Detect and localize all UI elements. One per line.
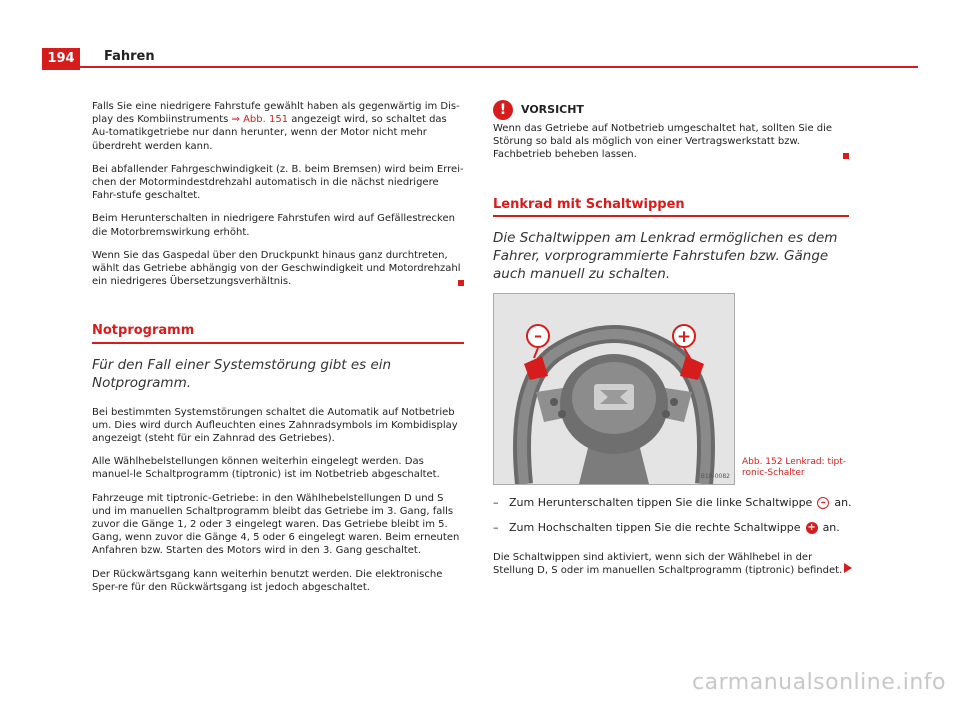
continue-arrow-icon — [844, 563, 852, 573]
paragraph: Falls Sie eine niedrigere Fahrstufe gewählt haben als gegenwärtig im Dis-play des Kombiinstruments ⇒ Abb. 151 angezeigt wird, so schaltet das Au-tomatikgetriebe nur dann herunter, wenn der Motor nicht mehr überdreht werden kann. — [92, 101, 460, 152]
warning-title: VORSICHT — [521, 103, 584, 117]
watermark: carmanualsonline.info — [692, 670, 946, 695]
warning-icon: ! — [493, 100, 513, 120]
section-end-mark — [843, 153, 849, 159]
section-end-mark — [458, 280, 464, 286]
left-column — [92, 100, 464, 604]
minus-key-icon: – — [817, 497, 829, 509]
section-heading-lenkrad: Lenkrad mit Schaltwippen — [493, 198, 849, 217]
chapter-title: Fahren — [104, 49, 155, 64]
figure-code: B1R-0082 — [700, 473, 730, 480]
right-column — [493, 100, 849, 293]
paragraph: Bei abfallender Fahrgeschwindigkeit (z. B. beim Bremsen) wird beim Errei-chen der Motormindestdrehzahl automatisch in die nächst niedrigere Fahr-stufe geschaltet. — [92, 163, 464, 202]
paddle-plus-label: + — [676, 327, 692, 347]
paragraph: Beim Herunterschalten in niedrigere Fahrstufen wird auf Gefällestrecken die Motorbremswirkung erhöht. — [92, 213, 455, 238]
section-intro: Für den Fall einer Systemstörung gibt es ein Notprogramm. — [92, 356, 392, 391]
page-number: 194 — [42, 48, 80, 70]
paragraph: Fahrzeuge mit tiptronic-Getriebe: in den Wählhebelstellungen D und S und im manuellen Schaltprogramm bleibt das Getriebe im 3. Gang, falls zuvor die Gänge 1, 2 oder 3 eingelegt waren. Das Getriebe bleibt im 5. Gang, wenn zuvor die Gänge 4, 5 oder 6 eingelegt waren. Beim erneuten Anfahren bzw. Starten des Motors wird in den 3. Gang geschaltet. — [92, 492, 460, 557]
step-downshift: – Zum Herunterschalten tippen Sie die linke Schaltwippe – an. — [493, 496, 852, 509]
steering-wheel-figure — [493, 293, 735, 485]
step-upshift: – Zum Hochschalten tippen Sie die rechte Schaltwippe + an. — [493, 521, 840, 534]
paragraph: Bei bestimmten Systemstörungen schaltet die Automatik auf Notbetrieb um. Dies wird durch Aufleuchten eines Zahnradsymbols im Kombidisplay angezeigt (steht für ein Zahnrad des Getriebes). — [92, 406, 458, 445]
paragraph: Alle Wählhebelstellungen können weiterhin eingelegt werden. Das manuel-le Schaltprogramm (tiptronic) ist im Notbetrieb abgeschaltet. — [92, 456, 440, 481]
warning-text: Wenn das Getriebe auf Notbetrieb umgeschaltet hat, sollten Sie die Störung so bald als möglich von einer Vertragswerkstatt bzw. Fachbetrieb beheben lassen. — [493, 122, 849, 162]
paragraph: Der Rückwärtsgang kann weiterhin benutzt werden. Die elektronische Sper-re für den Rückwärtsgang ist jedoch abgeschaltet. — [92, 568, 443, 593]
section-heading-notprogramm: Notprogramm — [92, 324, 464, 343]
figure-link[interactable]: ⇒ Abb. 151 — [231, 114, 289, 126]
paragraph: Wenn Sie das Gaspedal über den Druckpunkt hinaus ganz durchtreten, wählt das Getriebe abhängig von der Geschwindigkeit und Motordrehzahl ein niedrigeres Übersetzungsverhältnis. — [92, 249, 464, 289]
paragraph: Die Schaltwippen sind aktiviert, wenn sich der Wählhebel in der Stellung D, S oder im manuellen Schaltprogramm (tiptronic) befindet. — [493, 552, 843, 577]
steering-wheel-illustration — [494, 294, 734, 484]
figure-caption: Abb. 152 Lenkrad: tipt-ronic-Schalter — [742, 457, 846, 478]
paddle-minus-label: – — [534, 326, 542, 345]
step-dash: – — [493, 496, 499, 509]
step-dash: – — [493, 521, 499, 534]
header-rule — [42, 66, 918, 68]
warning-header — [493, 100, 849, 120]
plus-key-icon: + — [807, 521, 816, 533]
section-intro: Die Schaltwippen am Lenkrad ermöglichen es dem Fahrer, vorprogrammierte Fahrstufen bzw. Gänge auch manuell zu schalten. — [493, 229, 838, 282]
